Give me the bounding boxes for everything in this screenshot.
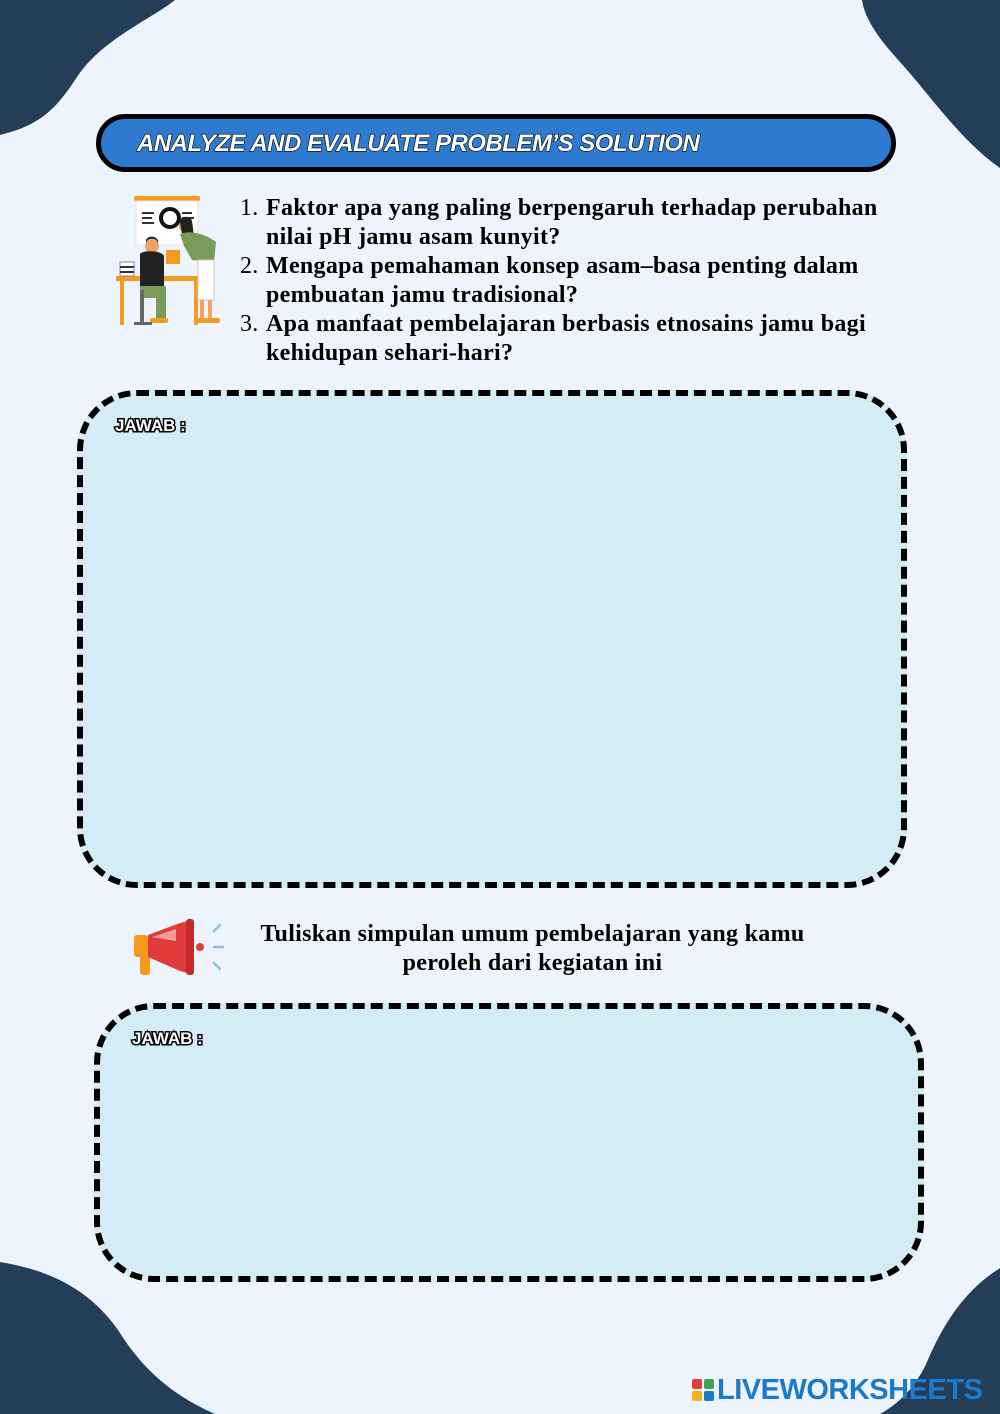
liveworksheets-logo[interactable] [692,1372,982,1408]
corner-blob-bottom-left [0,1262,215,1414]
question-text-line: kehidupan sehari-hari? [266,340,514,366]
answer-box-conclusion[interactable] [94,1003,924,1282]
question-text-line: pembuatan jamu tradisional? [266,282,579,308]
teacher-student-illustration [110,190,232,332]
answer-label: JAWAB : [132,1029,203,1048]
question-item [240,252,930,310]
section-title: ANALYZE AND EVALUATE PROBLEM’S SOLUTION [137,130,700,157]
question-number: 3. [240,311,259,337]
conclusion-prompt-line: Tuliskan simpulan umum pembelajaran yang kamu [260,921,805,947]
conclusion-prompt-line: peroleh dari kegiatan ini [402,950,663,976]
megaphone-icon [130,917,226,979]
question-item [240,194,930,252]
logo-text: LIVEWORKSHEETS [717,1373,983,1406]
question-list [240,194,930,368]
question-number: 2. [240,253,259,279]
question-text-line: Apa manfaat pembelajaran berbasis etnosains jamu bagi [266,311,866,337]
conclusion-prompt [230,920,835,978]
question-text-line: nilai pH jamu asam kunyit? [266,224,561,250]
question-item [240,310,930,368]
answer-label: JAWAB : [115,416,186,435]
question-text-line: Faktor apa yang paling berpengaruh terhadap perubahan [266,195,878,221]
liveworksheets-grid-icon [692,1379,714,1401]
question-number: 1. [240,195,259,221]
question-text-line: Mengapa pemahaman konsep asam–basa penting dalam [266,253,859,279]
answer-box-questions[interactable] [77,390,907,888]
section-title-bar [96,114,896,172]
